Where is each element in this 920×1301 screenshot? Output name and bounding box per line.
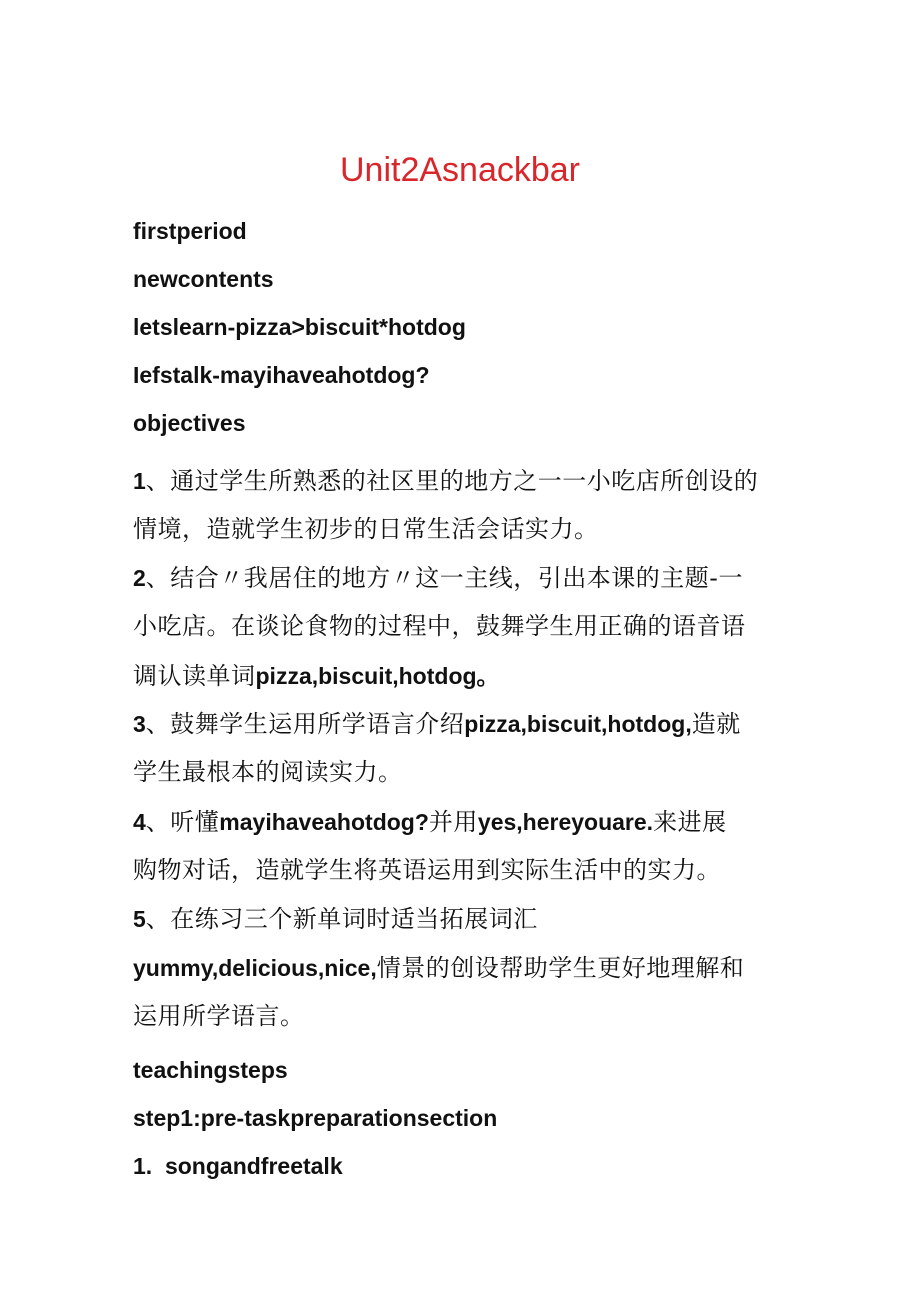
objective-5-number: 5	[133, 906, 146, 932]
period-heading: firstperiod	[133, 218, 247, 244]
objective-1-number: 1	[133, 468, 146, 494]
objective-3-line-1: 3、鼓舞学生运用所学语言介绍pizza,biscuit,hotdog,造就	[133, 710, 741, 738]
objective-3-line-2: 学生最根本的阅读实力。	[133, 758, 403, 786]
objective-5-line-2: yummy,delicious,nice,情景的创设帮助学生更好地理解和	[133, 954, 745, 982]
objective-3-number: 3	[133, 711, 146, 737]
step1-heading: step1:pre-taskpreparationsection	[133, 1105, 498, 1131]
objective-1-line-2: 情境，造就学生初步的日常生活会话实力。	[133, 515, 599, 543]
objective-5-vocab: yummy,delicious,nice,	[133, 955, 377, 981]
objective-1-line-1: 1、通过学生所熟悉的社区里的地方之一一小吃店所创设的	[133, 467, 759, 495]
objective-2-line-2: 小吃店。在谈论食物的过程中，鼓舞学生用正确的语音语	[133, 612, 746, 640]
objective-4-number: 4	[133, 809, 146, 835]
learn-line: letslearn-pizza>biscuit*hotdog	[133, 314, 466, 340]
objective-4-question: mayihaveahotdog?	[219, 809, 429, 835]
objective-4-line-1: 4、听懂mayihaveahotdog?并用yes,hereyouare.来进展	[133, 808, 727, 836]
objective-2-vocab: pizza,biscuit,hotdog。	[255, 663, 500, 689]
objectives-heading: objectives	[133, 410, 246, 436]
objective-5-line-3: 运用所学语言。	[133, 1002, 305, 1030]
objective-4-answer: yes,hereyouare.	[477, 809, 654, 835]
objective-2-line-1: 2、结合〃我居住的地方〃这一主线，引出本课的主题-一	[133, 564, 743, 592]
objective-4-line-2: 购物对话，造就学生将英语运用到实际生活中的实力。	[133, 856, 721, 884]
talk-line: Iefstalk-mayihaveahotdog?	[133, 362, 430, 388]
step1-item: 1. songandfreetalk	[133, 1153, 343, 1179]
objective-3-vocab: pizza,biscuit,hotdog,	[464, 711, 692, 737]
document-title: Unit2Asnackbar	[339, 151, 580, 189]
objective-2-text: 结合〃我居住的地方〃这一主线，引出本课的主题-一	[170, 564, 743, 592]
objective-5-line-1: 5、在练习三个新单词时适当拓展词汇	[133, 905, 538, 933]
new-contents-heading: newcontents	[133, 266, 274, 292]
objective-2-number: 2	[133, 565, 146, 591]
teaching-steps-heading: teachingsteps	[133, 1057, 288, 1083]
objective-2-line-3: 调认读单词pizza,biscuit,hotdog。	[133, 662, 500, 690]
objective-1-text: 通过学生所熟悉的社区里的地方之一一小吃店所创设的	[170, 467, 759, 495]
